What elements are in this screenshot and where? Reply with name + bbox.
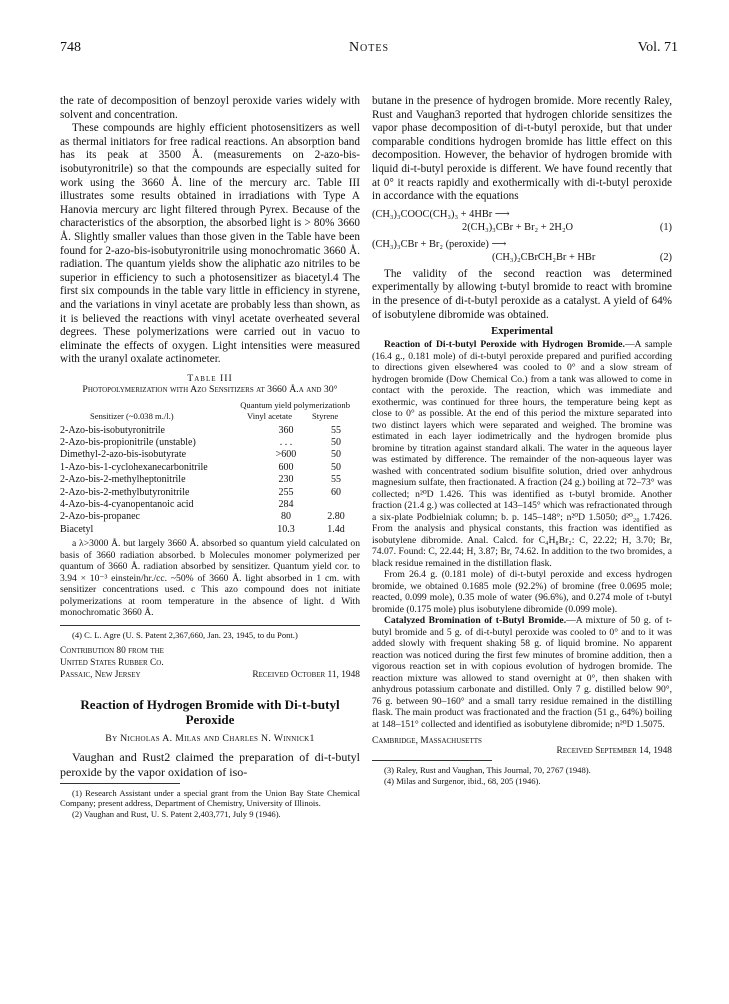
table-cell: 2.80 — [327, 511, 345, 523]
paragraph — [372, 615, 672, 730]
table-cell: 2-Azo-bis-2-methylheptonitrile — [60, 474, 186, 486]
divider — [60, 625, 360, 626]
table-cell: >600 — [275, 449, 297, 461]
column-header: Vinyl acetate — [247, 410, 293, 421]
equation-1 — [372, 208, 672, 234]
footnote: (4) Milas and Surgenor, ibid., 68, 205 (1946). — [384, 775, 541, 786]
equation-number: (2) — [659, 251, 672, 263]
table-row — [60, 449, 360, 461]
table-row — [60, 461, 360, 473]
contribution-line: Passaic, New Jersey — [60, 669, 141, 680]
authors: By Nicholas A. Milas and Charles N. Winnick1 — [105, 733, 315, 745]
affiliation-city: Cambridge, Massachusetts — [372, 736, 482, 747]
table-row — [60, 511, 360, 523]
table-cell: 50 — [331, 449, 341, 461]
contribution-block — [60, 646, 360, 681]
paragraph: The validity of the second reaction was determined experimentally by allowing t-butyl bromide to react with bromine in the presence of di-t-butyl peroxide as a catalyst. A yield of 64% of isobutylene dibromide was obtained. — [372, 267, 672, 321]
table-cell: 255 — [278, 486, 294, 498]
table-row — [60, 473, 360, 485]
table-row — [60, 523, 360, 535]
section-title: Notes — [348, 40, 390, 55]
left-column — [60, 95, 360, 819]
table-column-headers — [60, 400, 360, 424]
volume-label: Vol. 71 — [637, 40, 678, 55]
paragraph: the rate of decomposition of benzoyl peroxide varies widely with solvent and concentration. — [60, 95, 360, 121]
equation-line: (CH₃)₃CBr + Br₂ (peroxide) ⟶ — [372, 238, 507, 250]
table-row — [60, 424, 360, 436]
contribution-line: Contribution 80 from the — [60, 646, 164, 657]
footnote: (2) Vaughan and Rust, U. S. Patent 2,403,771, July 9 (1946). — [72, 808, 281, 819]
table-cell: 50 — [331, 461, 341, 473]
run-in-heading: Reaction of Di-t-butyl Peroxide with Hydrogen Bromide. — [384, 339, 625, 351]
paragraph: These compounds are highly efficient photosensitizers as well as thermal initiators for free radical reactions. An absorption band has its peak at 3500 Å. (measurements on 2-azo-bis-isobutyronitrile) so that the compounds are especially suited for work using the 3660 Å. line of the mercury arc. Table III illustrates some results obtained in irradiations with Type A Hanovia mercury arc light filtered through Pyrex. Because of the characteristics of the absorption, the absorbed light is > 80% 3660 Å. Slightly smaller values than those given in the Table have been found for 2-azo-bis-isobutyronitrile using monochromatic 3660 Å. radiation. The quantum yields show the aliphatic azo nitriles to be superior in efficiency to such a photosensitizer as biacetyl.4 The first six compounds in the table vary little in efficiency in styrene, and the variations in vinyl acetate are probably less than shown, as it is believed the reactions with vinyl acetate overheated several degrees. These polymerizations were carried out in vacuo to eliminate the effects of oxygen. Light intensities were measured with the uranyl oxalate actinometer. — [60, 122, 360, 366]
table-title: Table III — [187, 372, 233, 384]
table-row — [60, 498, 360, 510]
table-cell: 1.4d — [327, 523, 345, 535]
footnote: (3) Raley, Rust and Vaughan, This Journal, 70, 2767 (1948). — [384, 765, 591, 776]
table-cell: 1-Azo-bis-1-cyclohexanecarbonitrile — [60, 461, 208, 473]
equation-line: (CH₃)₃COOC(CH₃)₃ + 4HBr ⟶ — [372, 208, 510, 220]
equation-number: (1) — [659, 221, 672, 233]
table-cell: Biacetyl — [60, 523, 94, 535]
footnote: (1) Research Assistant under a special grant from the Union Bay State Chemical Company; present address, Department of Chemistry, University of Illinois. — [60, 787, 360, 809]
table-cell: 80 — [281, 511, 291, 523]
table-cell: 50 — [331, 436, 341, 448]
article-title: Reaction of Hydrogen Bromide with Di-t-butyl Peroxide — [80, 697, 340, 728]
table-cell: 55 — [331, 424, 341, 436]
table-notes: a λ>3000 Å. but largely 3660 Å. absorbed so quantum yield calculated on basis of 3660 radiation absorbed. b Molecules monomer polymerized per quantum of 3660 Å. radiation absorbed by sensitizer. Quantum yield cor. to 3.94 × 10⁻³ einstein/hr./cc. ~50% of 3660 Å. light absorbed in 1 cm. with sensitizer concentrations used. c This azo compound does not initiate polymerizations at room temperature in the absence of light. d With monochromatic 3660 Å. — [60, 538, 360, 619]
paragraph: From 26.4 g. (0.181 mole) of di-t-butyl peroxide and excess hydrogen bromide, we obtained 0.1685 mole (92.2%) of bromine (free 0.0695 mole; reacted, 0.099 mole), 0.35 mole of water (96.6%), and 0.274 mole of t-butyl bromide (0.175 mole) plus isobutylene dibromide (0.099 mole). — [372, 569, 672, 615]
paragraph: Vaughan and Rust2 claimed the preparation of di-t-butyl peroxide by the vapor oxidation of iso- — [60, 750, 360, 779]
paragraph — [372, 339, 672, 569]
table-cell: 2-Azo-bis-2-methylbutyronitrile — [60, 486, 190, 498]
table-cell: Dimethyl-2-azo-bis-isobutyrate — [60, 449, 187, 461]
right-column — [372, 95, 672, 786]
table-cell: 2-Azo-bis-isobutyronitrile — [60, 424, 165, 436]
table-cell: 10.3 — [277, 523, 295, 535]
table-cell: 284 — [278, 498, 294, 510]
table-cell: 360 — [278, 424, 294, 436]
column-header: Sensitizer (~0.038 m./l.) — [90, 410, 174, 421]
table-cell: 2-Azo-bis-propanec — [60, 511, 140, 523]
data-table — [60, 424, 360, 536]
page-header — [60, 40, 678, 60]
paragraph: butane in the presence of hydrogen bromide. More recently Raley, Rust and Vaughan3 reported that hydrogen chloride sensitizes the vapor phase decomposition of di-t-butyl peroxide, but that under comparable conditions hydrogen bromide has little effect on this decomposition. However, the behavior of hydrogen bromide with liquid di-t-butyl peroxide is different. We have found recently that at 0° it reacts rapidly and exothermically with di-t-butyl peroxide in accordance with the equations — [372, 95, 672, 203]
table-cell: 55 — [331, 474, 341, 486]
table-caption: Photopolymerization with Azo Sensitizers at 3660 Å.a and 30° — [82, 383, 338, 395]
table-cell: 600 — [278, 461, 294, 473]
paragraph-text: —A sample (16.4 g., 0.181 mole) of di-t-butyl peroxide prepared and purified according to directions given elsewhere4 was cooled to 0° and a slow stream of hydrogen bromide (Dow Chemical Co.) from a tank was allowed to come in contact with the peroxide. The reaction, which was immediate and exothermic, was continued for three hours, the temperature being kept as close to 0° as possible. At the end of this period the mixture separated into two distinct layers which were separated and weighed. The bromine was estimated in each layer iodimetrically and the hydrogen bromide plus bromine by titration against standard alkali. The water in the aqueous layer was estimated by difference. The remainder of the non-aqueous layer was washed with concentrated sodium bisulfite solution, dried over anhydrous magnesium sulfate, then fractionated. A fraction (24 g.) boiling at 72–73° was collected; n²⁰D 1.426. This was identified as t-butyl bromide. Another fraction (21.4 g.) was collected at 143–145° which was refractionated through a six-plate Podbielniak column; b. p. 145–148°; n²⁰D 1.5050; d²⁰₂₀ 1.7426. From the analysis and physical constants, this fraction was identified as isobutylene dibromide. Anal. Calcd. for C₄H₈Br₂: C, 22.22; H, 3.70; Br, 74.07. Found: C, 22.44; H, 3.87; Br, 74.62. In addition to the two bromides, a black residue remained in the distillation flask. — [372, 339, 672, 569]
equation-line: 2(CH₃)₃CBr + Br₂ + 2H₂O — [462, 221, 574, 233]
equation-line: (CH₃)₂CBrCH₂Br + HBr — [492, 251, 596, 263]
table-row — [60, 486, 360, 498]
column-group-header: Quantum yield polymerizationb — [240, 399, 350, 410]
page-number: 748 — [60, 40, 81, 55]
section-heading: Experimental — [491, 326, 553, 338]
received-date: Received October 11, 1948 — [252, 669, 360, 680]
table-cell — [312, 498, 360, 510]
footnote: (4) C. L. Agre (U. S. Patent 2,367,660, Jan. 23, 1945, to du Pont.) — [72, 629, 298, 640]
contribution-line: United States Rubber Co. — [60, 657, 164, 668]
paragraph-text: —A mixture of 50 g. of t-butyl bromide and 5 g. of di-t-butyl peroxide was cooled to 0° and to it was added slowly with frequent shaking 58 g. of liquid bromine. No apparent reaction was noticed during the first few minutes of bromine addition, then a vigorous reaction set in with copious evolution of hydrogen bromide. The reaction mixture was allowed to stand overnight at 0°, then shaken with anhydrous potassium carbonate and distilled. Only 7 g. distilled below 90°, 76 g. between 90–160° and a small tarry residue remained in the distilling flask. The main product was fractionated and the fraction (51 g., 64%) boiling at 148–151° collected and identified as isobutylene dibromide; n²⁰D 1.5075. — [372, 615, 672, 730]
table-cell: 4-Azo-bis-4-cyanopentanoic acid — [60, 498, 194, 510]
equation-2 — [372, 238, 672, 264]
table-cell: 60 — [331, 486, 341, 498]
footnote-divider — [60, 783, 180, 784]
table-cell: . . . — [279, 436, 293, 448]
table-row — [60, 436, 360, 448]
column-header: Styrene — [312, 410, 339, 421]
run-in-heading: Catalyzed Bromination of t-Butyl Bromide. — [384, 615, 567, 627]
table-cell: 230 — [278, 474, 294, 486]
footnote-divider — [372, 760, 492, 761]
received-date: Received September 14, 1948 — [556, 746, 672, 757]
table-cell: 2-Azo-bis-propionitrile (unstable) — [60, 436, 196, 448]
